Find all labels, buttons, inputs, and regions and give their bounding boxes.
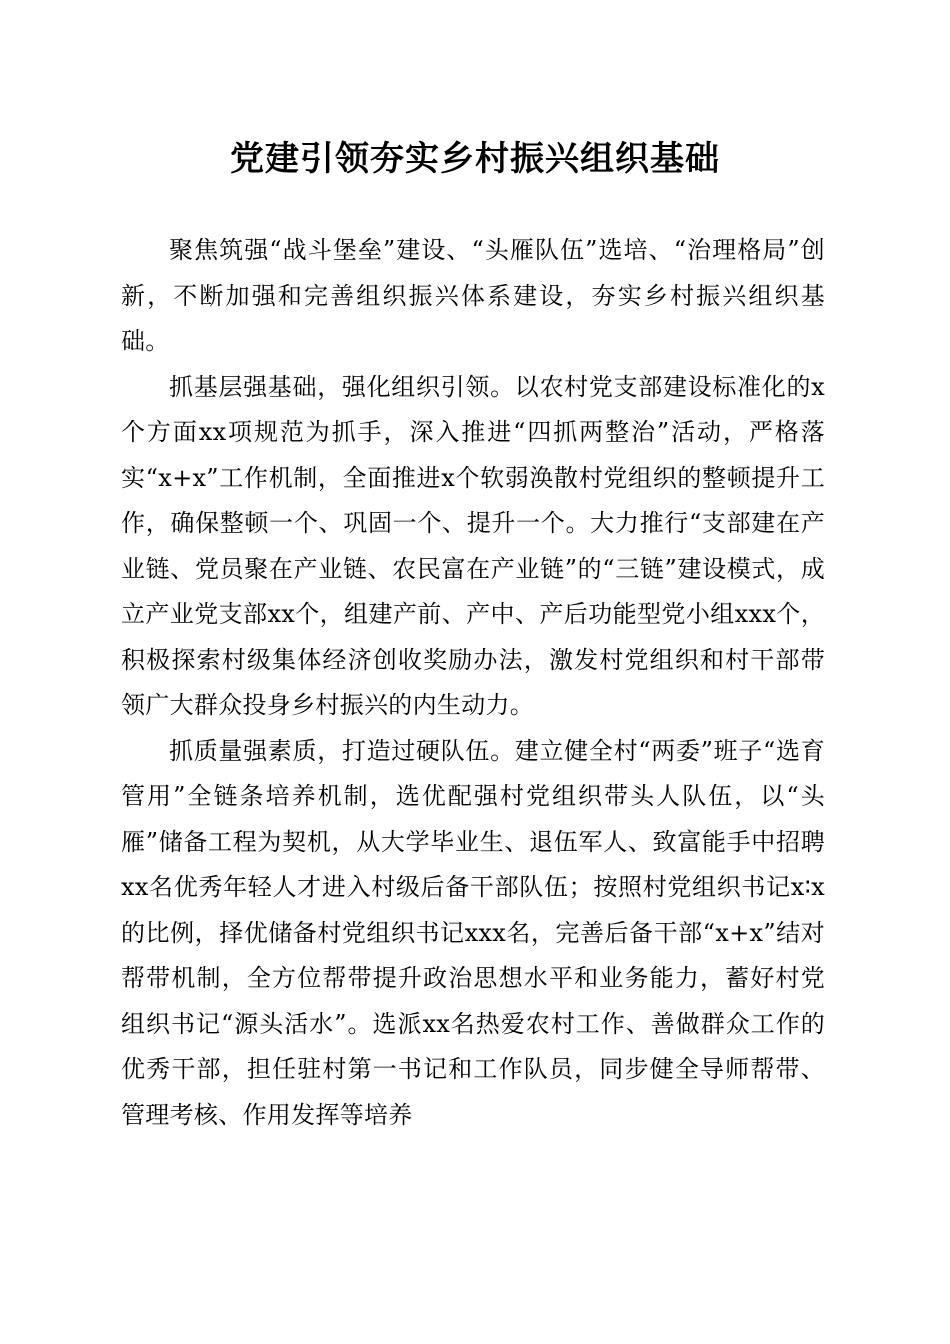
paragraph-intro: 聚焦筑强“战斗堡垒”建设、“头雁队伍”选培、“治理格局”创新，不断加强和完善组织振兴体系建设，夯实乡村振兴组织基础。 xyxy=(121,236,825,355)
paragraph-grassroots: 抓基层强基础，强化组织引领。以农村党支部建设标准化的x个方面xx项规范为抓手，深入推进“四抓两整治”活动，严格落实“x+x”工作机制，全面推进x个软弱涣散村党组织的整顿提升工作，确保整顿一个、巩固一个、提升一个。大力推行“支部建在产业链、党员聚在产业链、农民富在产业链”的“三链”建设模式，成立产业党支部xx个，组建产前、产中、产后功能型党小组xxx个，积极探索村级集体经济创收奖励办法，激发村党组织和村干部带领广大群众投身乡村振兴的内生动力。 xyxy=(121,372,825,719)
document-title: 党建引领夯实乡村振兴组织基础 xyxy=(230,139,720,179)
document-body xyxy=(121,228,825,1138)
paragraph-team-quality: 抓质量强素质，打造过硬队伍。建立健全村“两委”班子“选育管用”全链条培养机制，选优配强村党组织带头人队伍，以“头雁”储备工程为契机，从大学毕业生、退伍军人、致富能手中招聘xx名优秀年轻人才进入村级后备干部队伍；按照村党组织书记x∶x的比例，择优储备村党组织书记xxx名，完善后备干部“x+x”结对帮带机制，全方位帮带提升政治思想水平和业务能力，蓄好村党组织书记“源头活水”。选派xx名热爱农村工作、善做群众工作的优秀干部，担任驻村第一书记和工作队员，同步健全导师帮带、管理考核、作用发挥等培养 xyxy=(121,736,825,1129)
